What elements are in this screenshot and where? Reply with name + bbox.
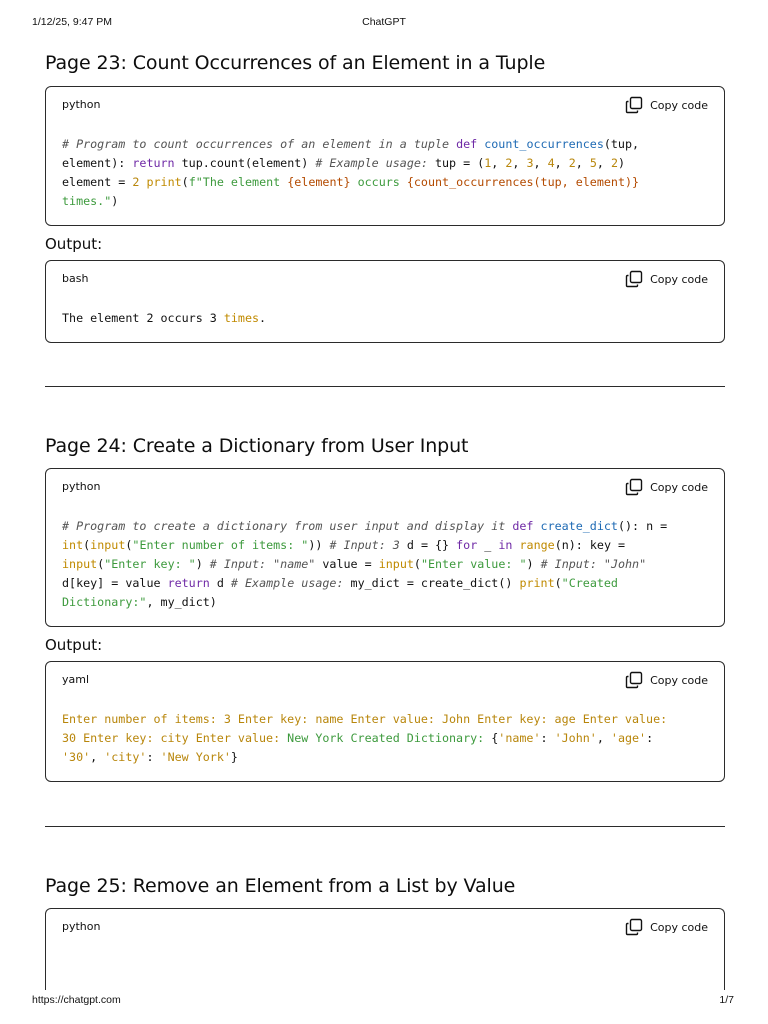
copy-code-label: Copy code [650, 673, 708, 687]
code-block-page-24 [45, 468, 725, 627]
copy-code-button[interactable] [625, 918, 708, 936]
copy-code-button[interactable] [625, 478, 708, 496]
section-title-page-24: Page 24: Create a Dictionary from User Input [45, 435, 469, 457]
code-text: # Program to create a dictionary from user input and display it def create_dict(): n = int(input("Enter number of items: ")) # Input: 3 d = {} for _ in range(n): key = input("Enter key: ") # Input: "name" value = input("Enter value: ") # Input: "John" d[key] = value return d # Example usage: my_dict = create_dict() print("Created Dictionary:", my_dict) [62, 519, 668, 609]
output-block-page-24 [45, 661, 725, 782]
section-title-page-23: Page 23: Count Occurrences of an Element in a Tuple [45, 52, 546, 74]
print-footer [32, 994, 736, 1008]
code-block-header [46, 662, 724, 698]
print-page-number: 1/7 [719, 994, 734, 1006]
output-label-page-23: Output: [45, 235, 103, 253]
code-language-label: python [62, 98, 101, 111]
copy-code-label: Copy code [650, 272, 708, 286]
copy-code-label: Copy code [650, 480, 708, 494]
copy-code-label: Copy code [650, 98, 708, 112]
copy-icon [625, 478, 643, 496]
copy-code-button[interactable] [625, 270, 708, 288]
code-language-label: python [62, 480, 101, 493]
code-language-label: python [62, 920, 101, 933]
section-divider [45, 826, 725, 827]
copy-icon [625, 671, 643, 689]
copy-code-label: Copy code [650, 920, 708, 934]
print-datetime: 1/12/25, 9:47 PM [32, 16, 112, 28]
print-app-title: ChatGPT [362, 16, 406, 28]
section-divider [45, 386, 725, 387]
code-block-header [46, 261, 724, 297]
print-header [32, 16, 736, 30]
code-block-page-23 [45, 86, 725, 226]
copy-icon [625, 918, 643, 936]
print-url[interactable]: https://chatgpt.com [32, 994, 121, 1006]
code-block-header [46, 909, 724, 945]
code-block-header [46, 87, 724, 123]
code-block-page-25 [45, 908, 725, 990]
copy-icon [625, 270, 643, 288]
copy-icon [625, 96, 643, 114]
code-text: # Program to count occurrences of an element in a tuple def count_occurrences(tup, element): return tup.count(element) # Example usage: tup = (1, 2, 3, 4, 2, 5, 2) element = 2 print(f"The element {element} occurs {count_occurrences(tup, element)} times.") [62, 137, 640, 208]
code-language-label: yaml [62, 673, 90, 686]
output-block-page-23 [45, 260, 725, 343]
output-text: The element 2 occurs 3 times. [62, 311, 267, 325]
output-label-page-24: Output: [45, 636, 103, 654]
copy-code-button[interactable] [625, 671, 708, 689]
output-text: Enter number of items: 3 Enter key: name Enter value: John Enter key: age Enter value: 30 Enter key: city Enter value: New York Created Dictionary: {'name': 'John', 'age': '30', 'city': 'New York'} [62, 712, 668, 764]
code-language-label: bash [62, 272, 89, 285]
code-block-header [46, 469, 724, 505]
section-title-page-25: Page 25: Remove an Element from a List by Value [45, 875, 516, 897]
copy-code-button[interactable] [625, 96, 708, 114]
